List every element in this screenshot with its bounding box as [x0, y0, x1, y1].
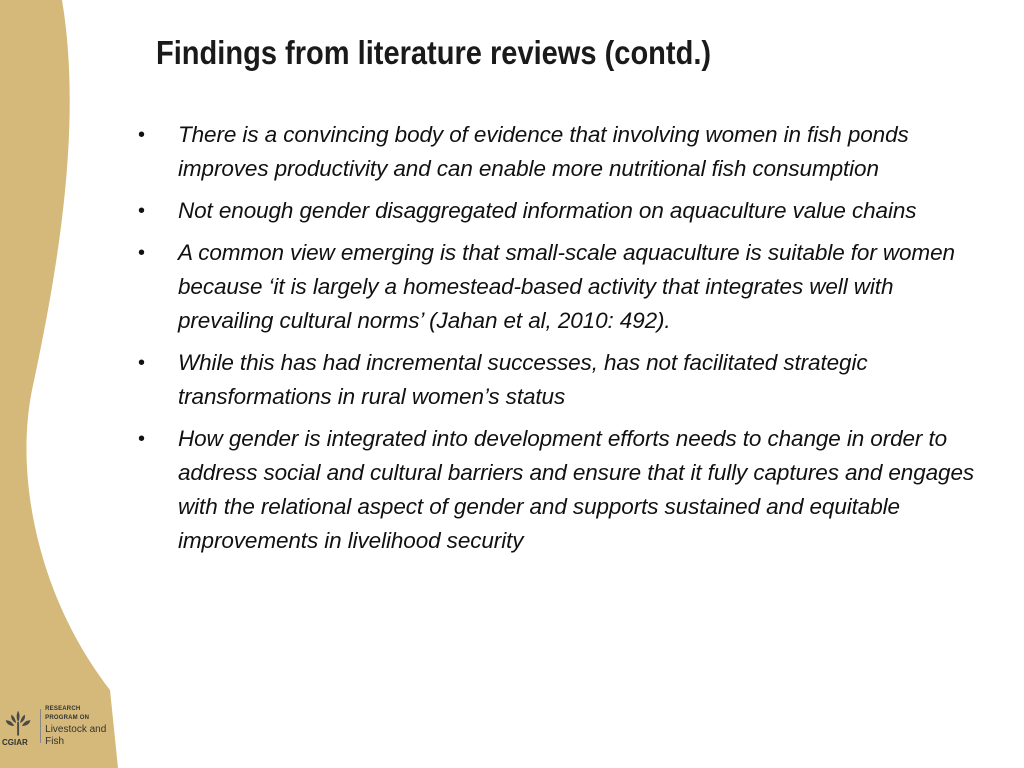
program-line-1: RESEARCH [45, 705, 81, 712]
bullet-text: A common view emerging is that small-scale aquaculture is suitable for women because ‘it is largely a homestead-based activity that integrates well with prevailing cultural norms’ (Jahan et al, 2010: 492). [178, 240, 955, 333]
bullet-text: Not enough gender disaggregated information on aquaculture value chains [178, 198, 917, 223]
bullet-item [130, 422, 1010, 558]
bullet-marker: • [138, 200, 145, 222]
bullet-list [130, 118, 1010, 566]
bullet-text: There is a convincing body of evidence that involving women in fish ponds improves productivity and can enable more nutritional fish consumption [178, 122, 909, 181]
slide-title: Findings from literature reviews (contd.) [156, 34, 712, 71]
bullet-item [130, 118, 1010, 186]
bullet-item [130, 194, 1010, 228]
bullet-text: While this has had incremental successes, has not facilitated strategic transformations in rural women’s status [178, 350, 868, 409]
program-name-block [45, 705, 124, 748]
bullet-item [130, 346, 1010, 414]
bullet-marker: • [138, 352, 145, 374]
bullet-marker: • [138, 124, 145, 146]
decorative-side-band [0, 0, 140, 768]
bullet-text: How gender is integrated into development efforts needs to change in order to address social and cultural barriers and ensure that it fully captures and engages with the relational aspect of gender and supports sustained and equitable improvements in livelihood security [178, 426, 975, 553]
program-name: Livestock and Fish [45, 723, 107, 747]
bullet-marker: • [138, 428, 145, 450]
program-line-2: PROGRAM ON [45, 714, 90, 721]
bullet-marker: • [138, 242, 145, 264]
logo-divider [40, 709, 41, 743]
bullet-item [130, 236, 1010, 338]
cgiar-label: CGIAR [2, 738, 28, 747]
